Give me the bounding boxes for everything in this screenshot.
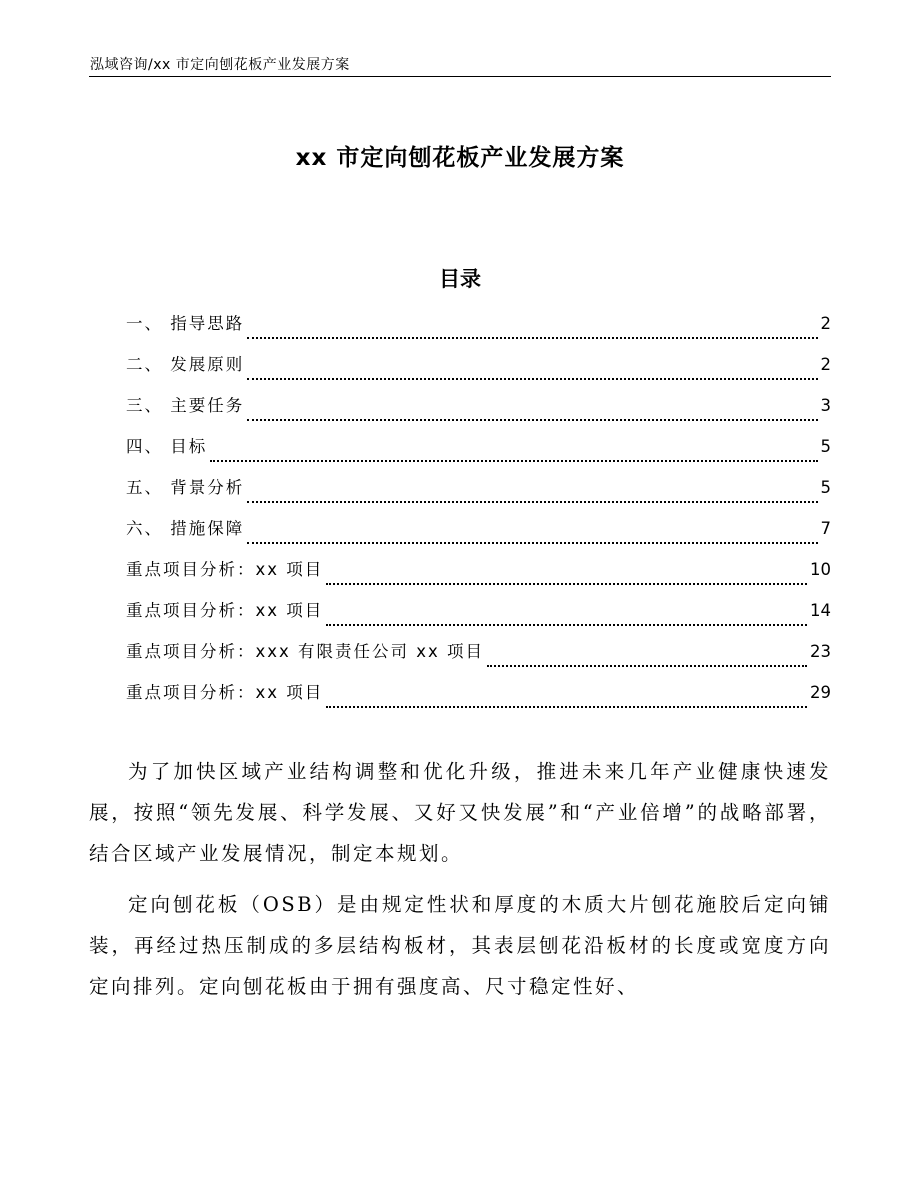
toc-entry-label: 重点项目分析：xx 项目 xyxy=(126,560,324,579)
document-title: xx 市定向刨花板产业发展方案 xyxy=(295,145,625,171)
toc-entry-label: 五、 背景分析 xyxy=(126,478,245,497)
toc-entry-page: 2 xyxy=(820,355,831,374)
toc-heading: 目录 xyxy=(439,267,481,291)
table-of-contents xyxy=(126,310,831,720)
toc-entry-label: 一、 指导思路 xyxy=(126,314,245,333)
toc-entry-page: 2 xyxy=(820,314,831,333)
toc-entry-page: 23 xyxy=(810,642,831,661)
toc-entry-page: 3 xyxy=(820,396,831,415)
toc-entry[interactable] xyxy=(126,351,831,392)
toc-leader-dots xyxy=(247,541,817,544)
toc-entry[interactable] xyxy=(126,679,831,720)
toc-leader-dots xyxy=(326,705,807,708)
toc-entry-page: 29 xyxy=(810,683,831,702)
running-header: 泓域咨询/xx 市定向刨花板产业发展方案 xyxy=(90,57,350,73)
header-divider xyxy=(89,76,831,77)
toc-entry[interactable] xyxy=(126,597,831,638)
toc-entry-page: 14 xyxy=(810,601,831,620)
toc-leader-dots xyxy=(487,664,807,667)
toc-entry[interactable] xyxy=(126,433,831,474)
toc-entry-label: 三、 主要任务 xyxy=(126,396,245,415)
toc-entry-label: 重点项目分析：xx 项目 xyxy=(126,601,324,620)
toc-leader-dots xyxy=(326,582,807,585)
toc-leader-dots xyxy=(247,377,817,380)
toc-entry-label: 重点项目分析：xx 项目 xyxy=(126,683,324,702)
toc-entry-page: 5 xyxy=(820,437,831,456)
toc-leader-dots xyxy=(247,336,817,339)
toc-entry-label: 六、 措施保障 xyxy=(126,519,245,538)
body-paragraph: 定向刨花板（OSB）是由规定性状和厚度的木质大片刨花施胶后定向铺装，再经过热压制成的多层结构板材，其表层刨花沿板材的长度或宽度方向定向排列。定向刨花板由于拥有强度高、尺寸稳定性好、 xyxy=(89,893,831,998)
toc-entry-page: 10 xyxy=(810,560,831,579)
toc-entry-label: 四、 目标 xyxy=(126,437,208,456)
toc-entry[interactable] xyxy=(126,474,831,515)
toc-entry[interactable] xyxy=(126,556,831,597)
toc-entry-page: 5 xyxy=(820,478,831,497)
toc-entry[interactable] xyxy=(126,310,831,351)
toc-leader-dots xyxy=(247,500,817,503)
toc-entry[interactable] xyxy=(126,392,831,433)
body-text xyxy=(89,751,831,1017)
toc-entry-label: 重点项目分析：xxx 有限责任公司 xx 项目 xyxy=(126,642,485,661)
body-paragraph: 为了加快区域产业结构调整和优化升级，推进未来几年产业健康快速发展，按照“领先发展、科学发展、又好又快发展”和“产业倍增”的战略部署，结合区域产业发展情况，制定本规划。 xyxy=(89,760,831,865)
toc-leader-dots xyxy=(210,459,817,462)
toc-entry[interactable] xyxy=(126,638,831,679)
toc-leader-dots xyxy=(326,623,807,626)
toc-entry-page: 7 xyxy=(820,519,831,538)
toc-entry-label: 二、 发展原则 xyxy=(126,355,245,374)
toc-leader-dots xyxy=(247,418,817,421)
toc-entry[interactable] xyxy=(126,515,831,556)
